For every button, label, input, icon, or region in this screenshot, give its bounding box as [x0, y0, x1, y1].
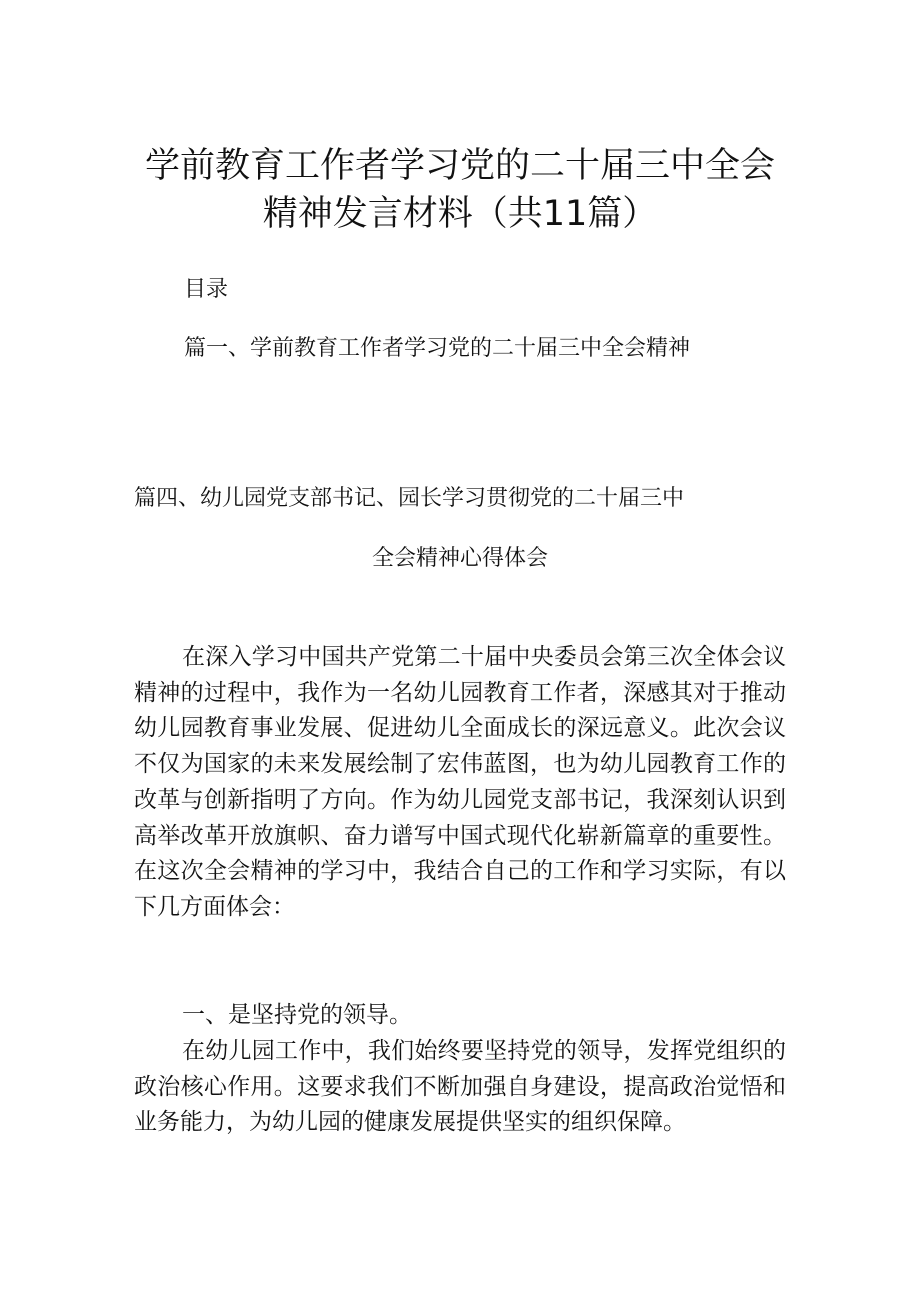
section-heading-line-2: 全会精神心得体会	[371, 546, 548, 571]
section-heading-line-1: 篇四、幼儿园党支部书记、园长学习贯彻党的二十届三中	[134, 486, 685, 511]
body-paragraph: 在幼儿园工作中，我们始终要坚持党的领导，发挥党组织的政治核心作用。这要求我们不断加强自身建设，提高政治觉悟和业务能力，为幼儿园的健康发展提供坚实的组织保障。	[134, 1038, 786, 1136]
toc-item: 篇一、学前教育工作者学习党的二十届三中全会精神	[184, 336, 691, 361]
toc-label: 目录	[184, 277, 229, 302]
body-paragraph: 在深入学习中国共产党第二十届中央委员会第三次全体会议精神的过程中，我作为一名幼儿园教育工作者，深感其对于推动幼儿园教育事业发展、促进幼儿全面成长的深远意义。此次会议不仅为国家的未来发展绘制了宏伟蓝图，也为幼儿园教育工作的改革与创新指明了方向。作为幼儿园党支部书记，我深刻认识到高举改革开放旗帜、奋力谱写中国式现代化崭新篇章的重要性。在这次全会精神的学习中，我结合自己的工作和学习实际，有以下几方面体会：	[134, 644, 786, 920]
document-title-line-2: 精神发言材料（共11篇）	[262, 194, 658, 234]
document-title-line-1: 学前教育工作者学习党的二十届三中全会	[144, 146, 775, 186]
subheading-paragraph: 一、是坚持党的领导。	[182, 1002, 412, 1028]
